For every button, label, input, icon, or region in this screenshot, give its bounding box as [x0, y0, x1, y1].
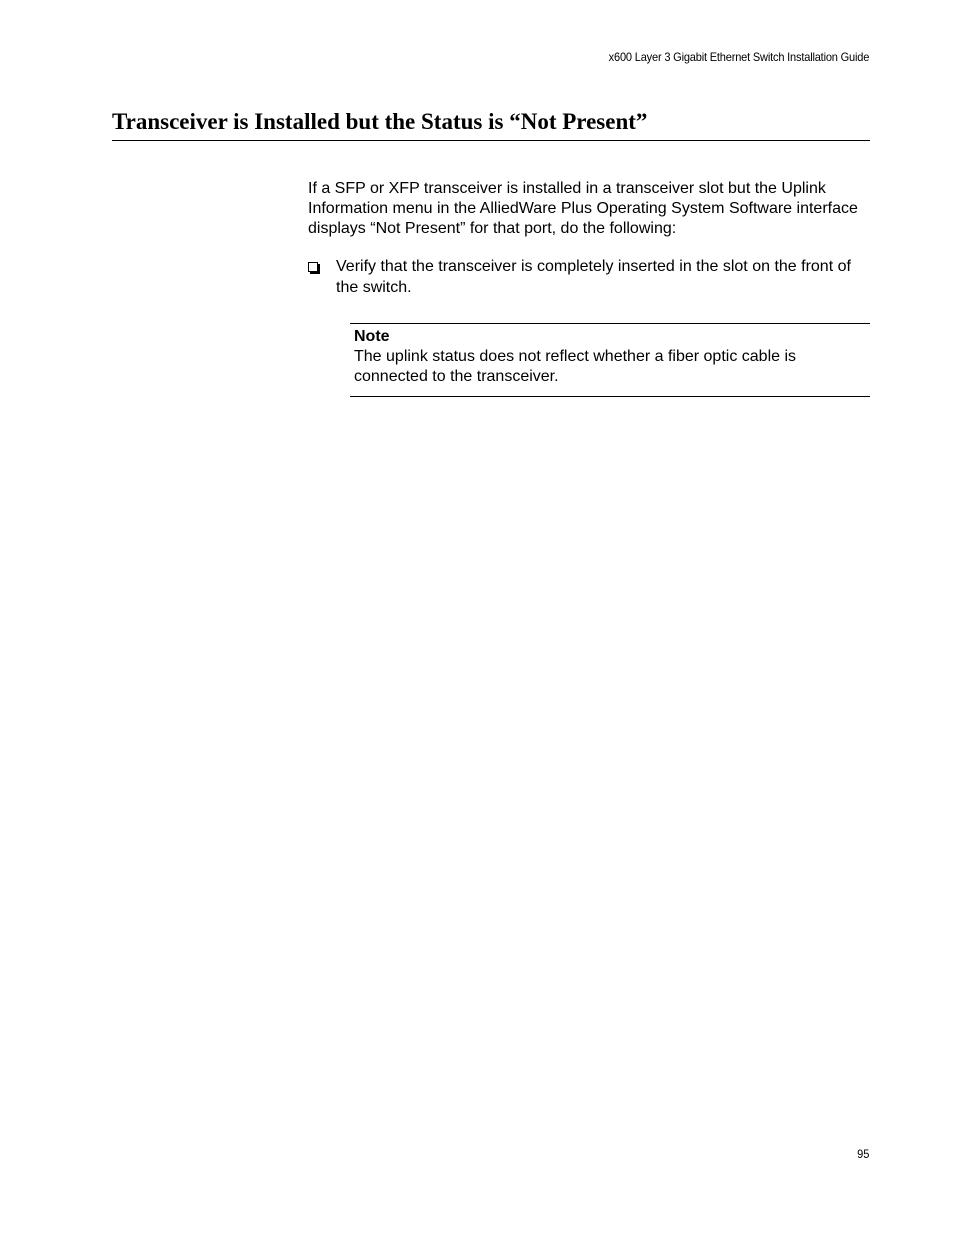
bullet-list	[308, 256, 870, 298]
checkbox-bullet-icon	[308, 262, 318, 272]
running-header: x600 Layer 3 Gigabit Ethernet Switch Installation Guide	[608, 50, 869, 64]
list-item	[308, 256, 870, 298]
note-label: Note	[354, 328, 390, 345]
page-number: 95	[856, 1147, 869, 1161]
section-body	[308, 179, 870, 397]
note-text: The uplink status does not reflect whether a fiber optic cable is connected to the transceiver.	[354, 348, 797, 385]
list-item-text: Verify that the transceiver is completely inserted in the slot on the front of the switch.	[336, 258, 851, 296]
intro-paragraph: If a SFP or XFP transceiver is installed in a transceiver slot but the Uplink Information menu in the AlliedWare Plus Operating System Software interface displays “Not Present” for that port, do the following:	[308, 180, 858, 237]
section-title: Transceiver is Installed but the Status is “Not Present”	[112, 108, 870, 141]
note-box	[350, 323, 870, 397]
